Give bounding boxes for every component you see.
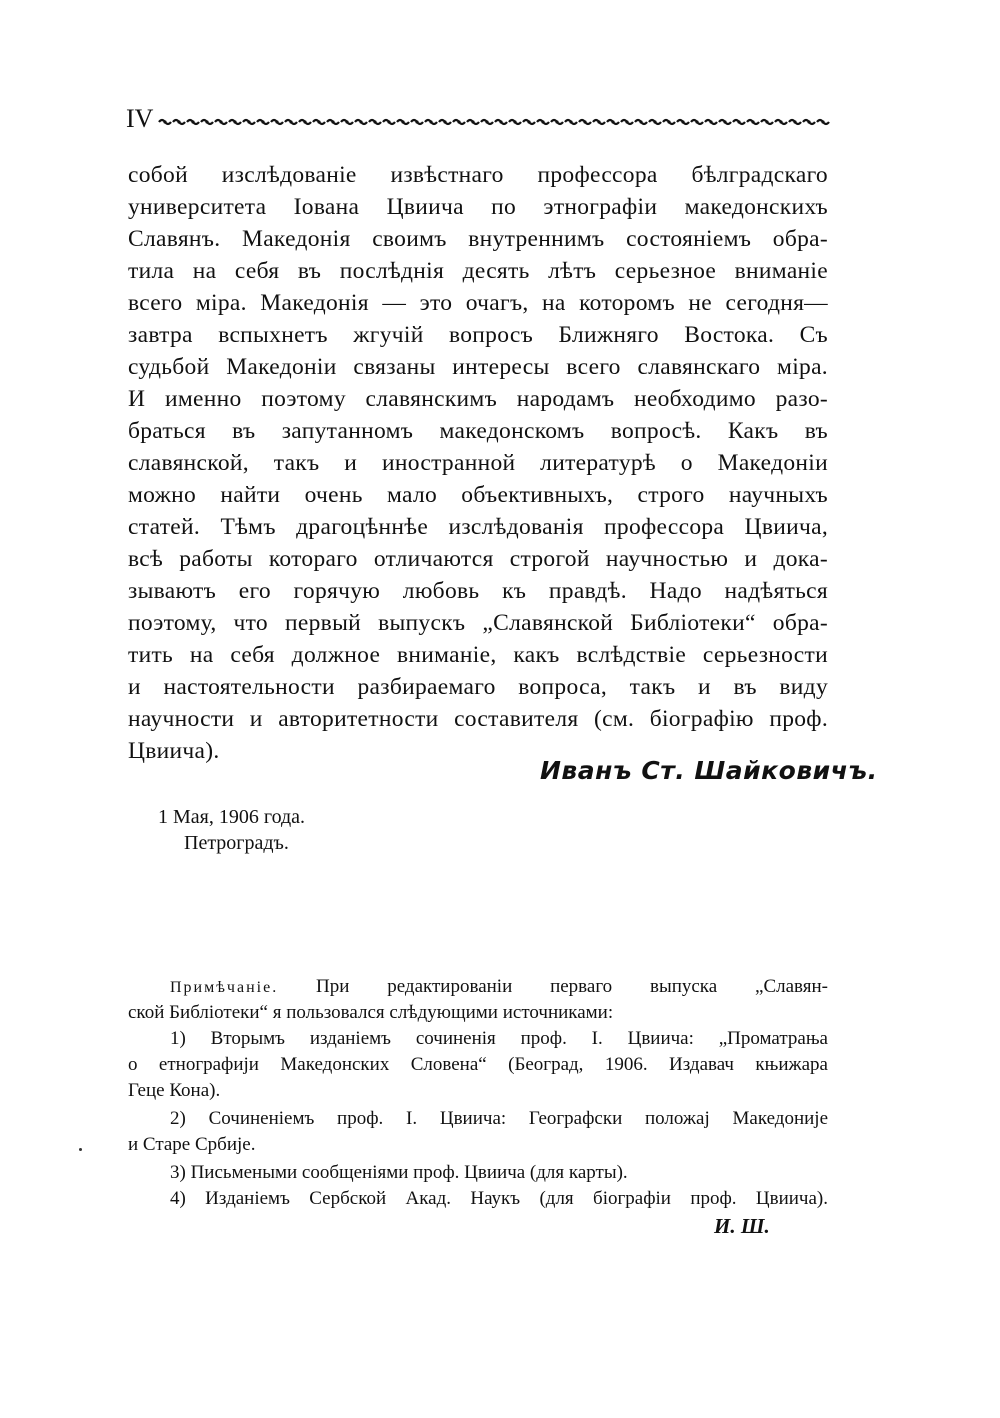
- page-number: IV: [126, 104, 154, 133]
- body-line: славянской, такъ и иностранной литературѣ о Македоніи: [128, 450, 828, 476]
- body-line: завтра вспыхнетъ жгучій вопросъ Ближняго Востока. Съ: [128, 322, 828, 348]
- body-line: тить на себя должное вниманіе, какъ вслѣдствіе серьезности: [128, 642, 828, 668]
- body-line: Цвиича).: [128, 738, 220, 764]
- body-line: всѣ работы котораго отличаются строгой научностью и дока-: [128, 546, 828, 572]
- note-first-line: [170, 974, 828, 1001]
- note-line: 1) Вторымъ изданіемъ сочиненія проф. І. Цвиича: „Проматрања: [170, 1028, 828, 1049]
- body-line: научности и авторитетности составителя (см. біографію проф.: [128, 706, 828, 732]
- body-line: всего міра. Македонія — это очагъ, на которомъ не сегодня—: [128, 290, 828, 316]
- note-line: ской Библіотеки“ я пользовался слѣдующими источниками:: [128, 1002, 614, 1023]
- note-first-line-text: При редактированіи перваго выпуска „Славян-: [316, 976, 828, 997]
- body-line: И именно поэтому славянскимъ народамъ необходимо разо-: [128, 386, 828, 412]
- body-line: университета Іована Цвиича по этнографіи македонскихъ: [128, 194, 828, 220]
- note-line: о етнографији Македонских Словена“ (Београд, 1906. Издавач књижара: [128, 1054, 828, 1075]
- body-line: тила на себя въ послѣднія десять лѣтъ серьезное вниманіе: [128, 258, 828, 284]
- body-line: зываютъ его горячую любовь къ правдѣ. Надо надѣяться: [128, 578, 828, 604]
- body-line: статей. Тѣмъ драгоцѣннѣе изслѣдованія профессора Цвиича,: [128, 514, 828, 540]
- body-line: собой изслѣдованіе извѣстнаго профессора бѣлградскаго: [128, 162, 828, 188]
- print-speck: [79, 1148, 82, 1151]
- note-line: 2) Сочиненіемъ проф. І. Цвиича: Географски положај Македоније: [170, 1108, 828, 1129]
- body-line: и настоятельности разбираемаго вопроса, такъ и въ виду: [128, 674, 828, 700]
- note-line: Геце Кона).: [128, 1080, 221, 1101]
- note-initials: И. Ш.: [714, 1214, 770, 1238]
- body-line: браться въ запутанномъ македонскомъ вопросѣ. Какъ въ: [128, 418, 828, 444]
- note-line: 3) Письмеными сообщеніями проф. Цвиича (для карты).: [170, 1162, 628, 1183]
- body-line: поэтому, что первый выпускъ „Славянской Библіотеки“ обра-: [128, 610, 828, 636]
- ornamental-rule: [158, 117, 830, 127]
- body-line: Славянъ. Македонія своимъ внутреннимъ состояніемъ обра-: [128, 226, 828, 252]
- note-line: 4) Изданіемъ Сербской Акад. Наукъ (для біографіи проф. Цвиича).: [170, 1188, 828, 1209]
- body-line: можно найти очень мало объективныхъ, строго научныхъ: [128, 482, 828, 508]
- body-line: судьбой Македоніи связаны интересы всего славянскаго міра.: [128, 354, 828, 380]
- dateline-place: Петроградъ.: [184, 832, 289, 854]
- note-line: и Старе Србије.: [128, 1134, 256, 1155]
- dateline-date: 1 Мая, 1906 года.: [158, 806, 306, 828]
- signature: Иванъ Ст. Шайковичъ.: [540, 756, 878, 785]
- note-heading: Примѣчаніе.: [170, 979, 279, 996]
